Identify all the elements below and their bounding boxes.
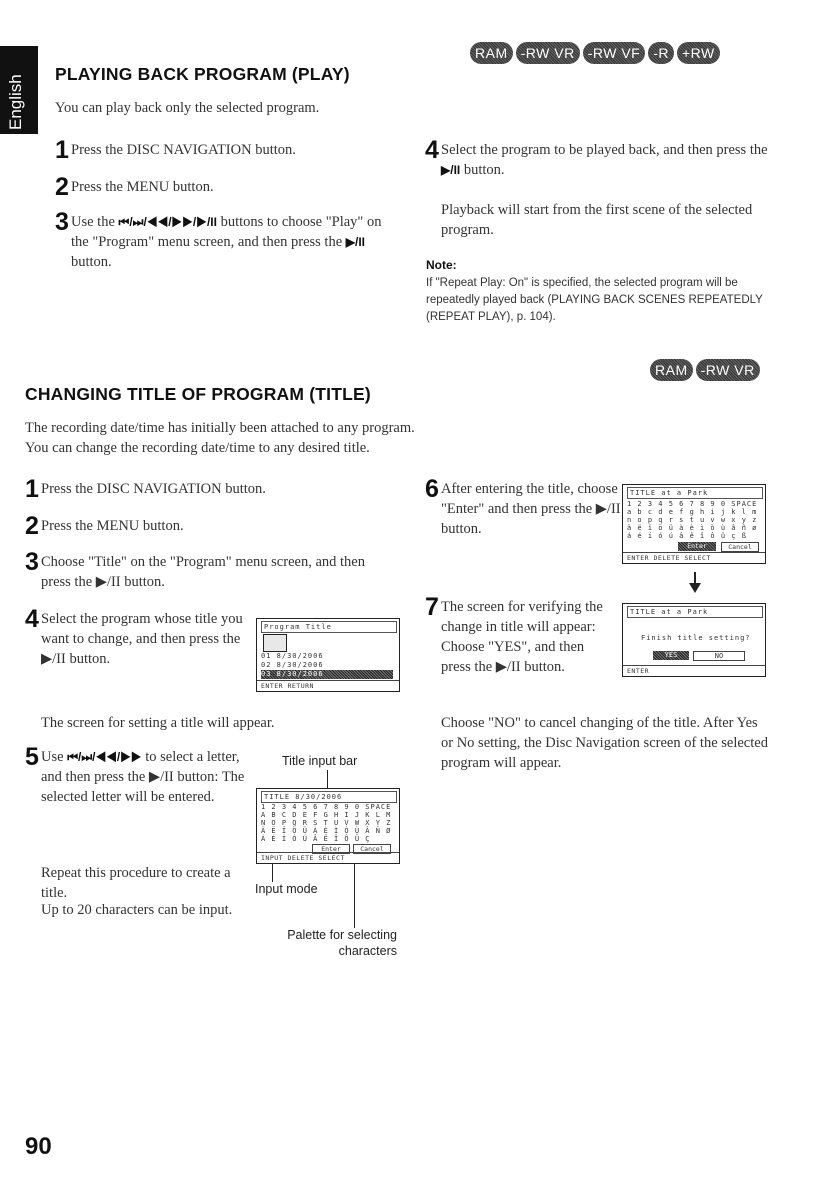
thumbnail-icon — [263, 634, 287, 652]
leader-line — [272, 864, 273, 882]
play-step-4 — [425, 136, 775, 180]
palette-row-3: n o p q r s t u v w x y z — [627, 516, 758, 524]
title-input-bar: TITLE at a Park — [627, 487, 763, 499]
step-text: button. — [71, 254, 112, 270]
step-text: Select the program whose title you want to change, and then press the ▶/II button. — [41, 611, 243, 667]
badge-plus-rw: +RW — [677, 42, 720, 64]
step-number: 4 — [425, 136, 439, 164]
page-number: 90 — [25, 1133, 52, 1160]
step7-after-text: Choose "NO" to cancel changing of the title. After Yes or No setting, the Disc Navigation screen of the selected program will appear. — [441, 715, 768, 771]
step-number: 3 — [55, 208, 69, 236]
step-number: 1 — [55, 136, 69, 164]
palette-row-4: ä ë ï ö ü à è ì ò ù â ñ ø — [627, 524, 758, 532]
play-step-2 — [55, 173, 395, 201]
step-text: The screen for verifying the change in title will appear: Choose "YES", and then press the ▶/II button. — [441, 599, 603, 675]
step-number: 4 — [25, 605, 39, 633]
step-number: 7 — [425, 593, 439, 621]
step-text: Press the DISC NAVIGATION button. — [41, 481, 266, 497]
step-number: 6 — [425, 475, 439, 503]
title-step-3 — [25, 548, 365, 592]
title-step-7 — [425, 593, 615, 677]
disc-type-badges — [470, 42, 720, 64]
play-step-1 — [55, 136, 395, 164]
yes-button-selected: YES — [653, 651, 689, 660]
badge-ram: RAM — [470, 42, 513, 64]
title-step-4 — [25, 605, 255, 669]
play-pause-icon: ▶/II — [441, 163, 461, 177]
palette-row-2: a b c d e f g h i j k l m — [627, 508, 758, 516]
badge-rw-vr: -RW VR — [696, 359, 760, 381]
step-text: Choose "Title" on the "Program" menu screen, and then press the ▶/II button. — [41, 554, 365, 590]
skip-search-buttons-icon: ⏮/⏭/◀◀/▶▶/▶/II — [118, 215, 217, 229]
title-step-6 — [425, 475, 625, 539]
title-step-2 — [25, 512, 385, 540]
note-heading: Note: — [426, 258, 457, 272]
enter-button: Enter — [312, 844, 350, 854]
no-button: NO — [693, 651, 745, 661]
label-input-mode: Input mode — [255, 882, 318, 896]
section-title-title: CHANGING TITLE OF PROGRAM (TITLE) — [25, 384, 371, 404]
section-title-play: PLAYING BACK PROGRAM (PLAY) — [55, 64, 350, 84]
step-text: Press the MENU button. — [41, 518, 184, 534]
cancel-button: Cancel — [721, 542, 759, 552]
step-number: 1 — [25, 475, 39, 503]
program-row-3-selected: 03 8/30/2006 — [261, 670, 393, 679]
palette-row-5: Á É Í Ó Ú Â Ê Î Ô Û Ç — [261, 835, 371, 843]
step-text: Use the — [71, 214, 115, 230]
screen-footer: INPUT DELETE SELECT — [257, 852, 399, 863]
screen-footer: ENTER RETURN — [257, 680, 399, 691]
step-text: button. — [463, 162, 505, 178]
confirm-title-screen — [622, 603, 766, 677]
badge-ram: RAM — [650, 359, 693, 381]
step-text: Select the program to be played back, and then press the — [441, 142, 768, 158]
step-text: to select a letter, and then press the ▶/II button: The selected letter will be entered. — [41, 749, 245, 805]
palette-row-1: 1 2 3 4 5 6 7 8 9 0 SPACE — [261, 803, 392, 811]
palette-row-5: á é í ó ú â ê î ô û ç ß — [627, 532, 747, 540]
language-tab — [0, 46, 38, 134]
palette-row-4: Ä Ë Ï Ö Ü À È Ì Ò Ù Â Ñ Ø — [261, 827, 392, 835]
section-intro-line-1: The recording date/time has initially been attached to any program. — [25, 420, 415, 436]
skip-search-buttons-icon: ⏮/⏭/◀◀/▶▶ — [67, 750, 142, 764]
title-input-screen — [256, 788, 400, 864]
disc-type-badges-title — [650, 359, 760, 381]
play-step-3 — [55, 208, 395, 272]
step-number: 5 — [25, 743, 39, 771]
program-title-screen — [256, 618, 400, 692]
program-row-2: 02 8/30/2006 — [261, 661, 324, 669]
step4-after-text: The screen for setting a title will appear. — [41, 715, 275, 731]
section-intro-play: You can play back only the selected program. — [55, 100, 320, 116]
leader-line — [354, 864, 355, 928]
program-row-1: 01 8/30/2006 — [261, 652, 324, 660]
label-palette: Palette for selecting characters — [287, 928, 397, 958]
step-text: buttons to choose "Play" on the "Program" menu screen, and then press the — [71, 214, 382, 250]
step-text: Press the MENU button. — [71, 179, 214, 195]
title-input-bar: TITLE at a Park — [627, 606, 763, 618]
play-step-4-extra: Playback will start from the first scene of the selected program. — [441, 202, 753, 238]
step5-limit-text: Up to 20 characters can be input. — [41, 902, 233, 918]
badge-rw-vr: -RW VR — [516, 42, 580, 64]
leader-line — [327, 770, 328, 790]
cancel-button: Cancel — [353, 844, 391, 854]
section-intro-line-2: You can change the recording date/time to any desired title. — [25, 440, 370, 456]
badge-rw-vf: -RW VF — [583, 42, 646, 64]
arrow-down-icon — [689, 583, 701, 593]
step5-repeat-text: Repeat this procedure to create a title. — [41, 865, 231, 901]
language-tab-label: English — [6, 74, 25, 130]
screen-footer: ENTER — [623, 665, 765, 676]
palette-row-2: A B C D E F G H I J K L M — [261, 811, 392, 819]
title-step-1 — [25, 475, 385, 503]
palette-row-3: N O P Q R S T U V W X Y Z — [261, 819, 392, 827]
screen-title: Program Title — [261, 621, 397, 633]
title-entered-screen — [622, 484, 766, 564]
step-number: 3 — [25, 548, 39, 576]
step-text: Press the DISC NAVIGATION button. — [71, 142, 296, 158]
confirm-message: Finish title setting? — [641, 634, 751, 642]
note-text: If "Repeat Play: On" is specified, the selected program will be repeatedly played back (PLAYING BACK SCENES REPEATEDLY (REPEAT PLAY), p. 104). — [426, 277, 763, 323]
step-number: 2 — [55, 173, 69, 201]
label-title-input-bar: Title input bar — [282, 754, 358, 768]
step-text: Use — [41, 749, 64, 765]
title-input-bar: TITLE 8/30/2006 — [261, 791, 397, 803]
enter-button-selected: Enter — [678, 542, 716, 551]
screen-footer: ENTER DELETE SELECT — [623, 552, 765, 563]
badge-r: -R — [648, 42, 674, 64]
palette-row-1: 1 2 3 4 5 6 7 8 9 0 SPACE — [627, 500, 758, 508]
title-step-5 — [25, 743, 255, 807]
play-pause-icon: ▶/II — [345, 235, 366, 249]
step-number: 2 — [25, 512, 39, 540]
step-text: After entering the title, choose "Enter" and then press the ▶/II button. — [441, 481, 621, 537]
